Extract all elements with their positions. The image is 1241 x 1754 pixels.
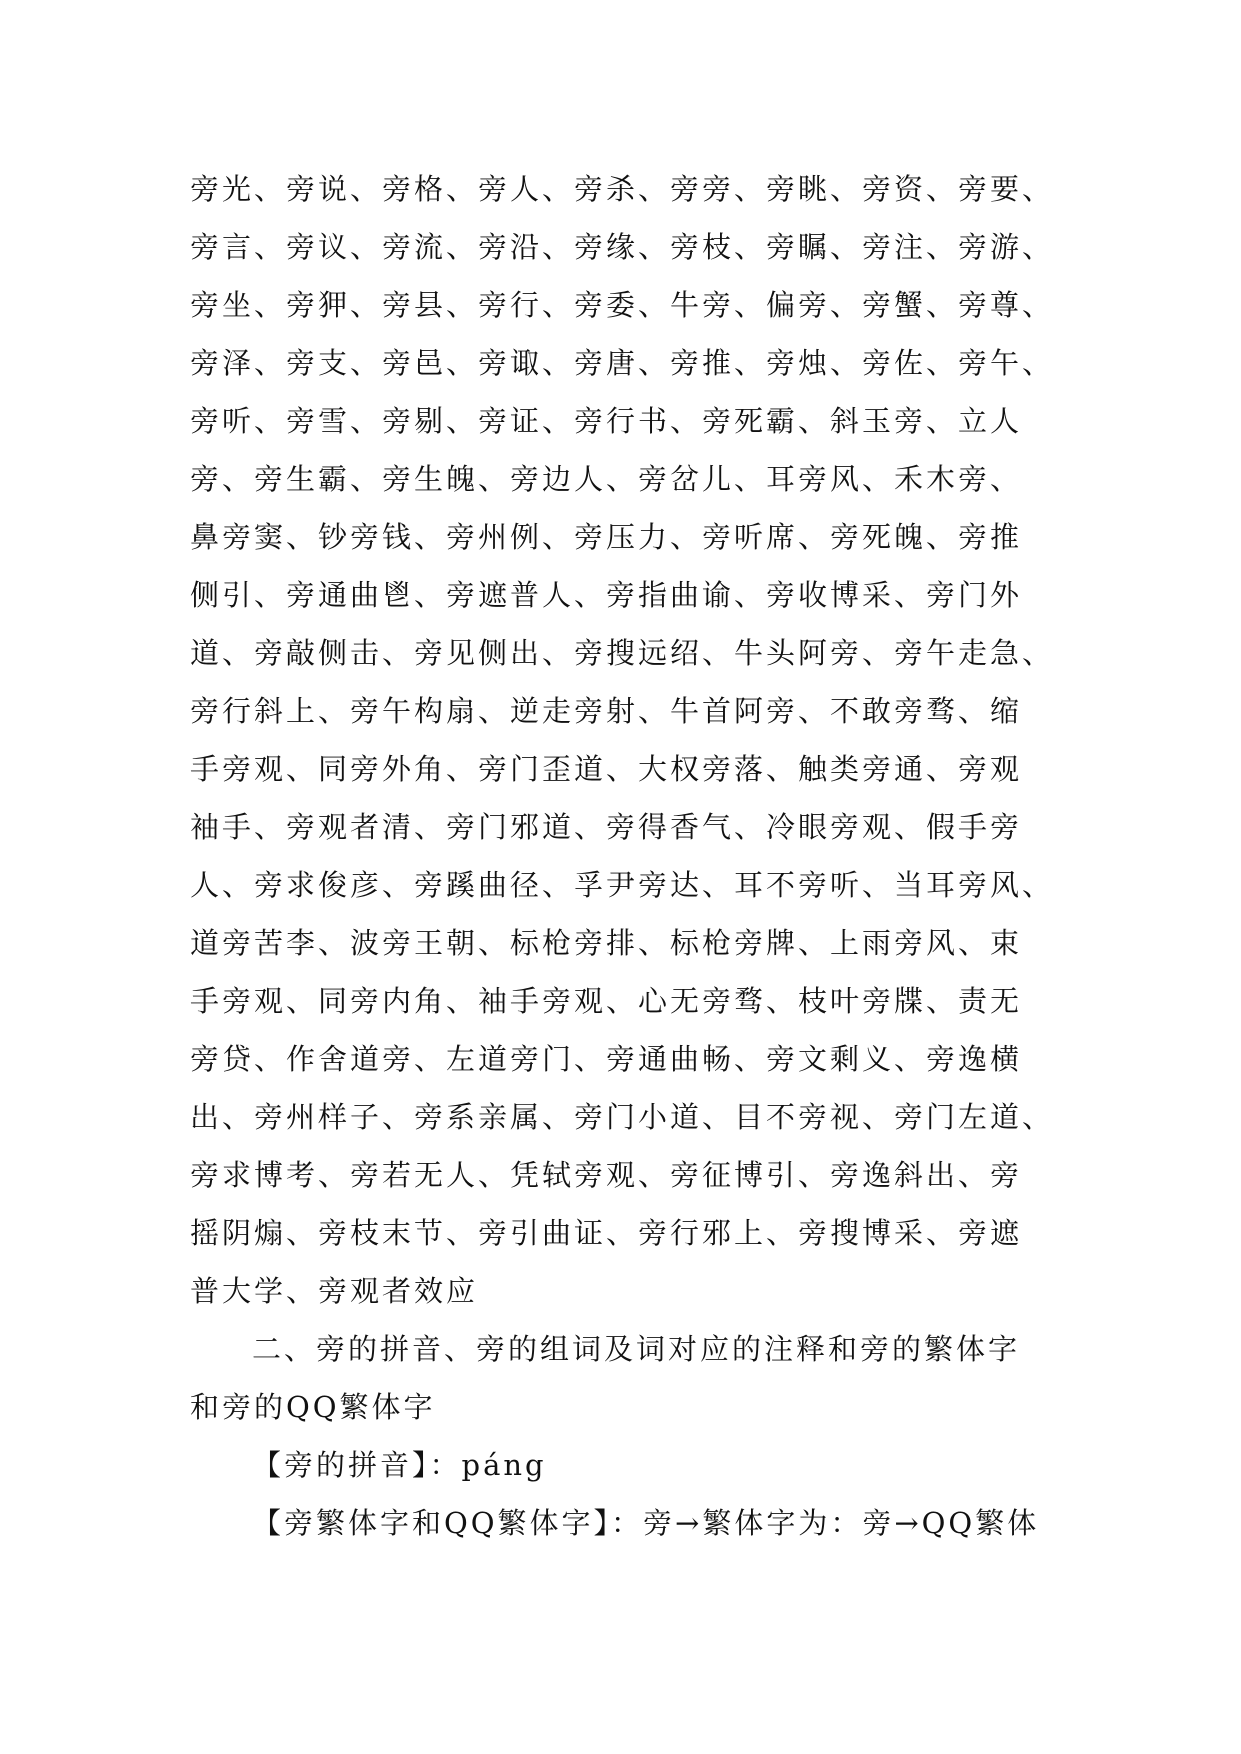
pinyin-line: 【旁的拼音】：páng (252, 1448, 547, 1482)
word-list-line: 鼻旁窦、钞旁钱、旁州例、旁压力、旁听席、旁死魄、旁推 (190, 520, 1023, 554)
document-body (190, 160, 1090, 1552)
word-list-line: 道、旁敲侧击、旁见侧出、旁搜远绍、牛头阿旁、旁午走急、 (190, 636, 1055, 670)
word-list-line: 出、旁州样子、旁系亲属、旁门小道、目不旁视、旁门左道、 (190, 1100, 1055, 1134)
word-list-line: 摇阴煽、旁枝末节、旁引曲证、旁行邪上、旁搜博采、旁遮 (190, 1216, 1023, 1250)
word-list-line: 道旁苦李、波旁王朝、标枪旁排、标枪旁牌、上雨旁风、束 (190, 926, 1023, 960)
traditional-character-line: 【旁繁体字和QQ繁体字】：旁→繁体字为：旁→QQ繁体 (252, 1506, 1040, 1540)
word-list-line: 手旁观、同旁外角、旁门歪道、大权旁落、触类旁通、旁观 (190, 752, 1023, 786)
word-list-line: 旁行斜上、旁午构扇、逆走旁射、牛首阿旁、不敢旁骛、缩 (190, 694, 1023, 728)
word-list-line: 袖手、旁观者清、旁门邪道、旁得香气、冷眼旁观、假手旁 (190, 810, 1023, 844)
word-list-line: 旁、旁生霸、旁生魄、旁边人、旁岔儿、耳旁风、禾木旁、 (190, 462, 1023, 496)
word-list-line: 旁坐、旁狎、旁县、旁行、旁委、牛旁、偏旁、旁蟹、旁尊、 (190, 288, 1055, 322)
word-list-line: 旁光、旁说、旁格、旁人、旁杀、旁旁、旁眺、旁资、旁要、 (190, 172, 1055, 206)
word-list-line: 旁听、旁雪、旁剔、旁证、旁行书、旁死霸、斜玉旁、立人 (190, 404, 1023, 438)
word-list-line: 手旁观、同旁内角、袖手旁观、心无旁骛、枝叶旁牒、责无 (190, 984, 1023, 1018)
word-list-line: 旁求博考、旁若无人、凭轼旁观、旁征博引、旁逸斜出、旁 (190, 1158, 1023, 1192)
word-list-line: 普大学、旁观者效应 (190, 1274, 479, 1308)
section-heading-continued: 和旁的QQ繁体字 (190, 1390, 436, 1424)
word-list-line: 旁言、旁议、旁流、旁沿、旁缘、旁枝、旁瞩、旁注、旁游、 (190, 230, 1055, 264)
word-list-line: 侧引、旁通曲鬯、旁遮普人、旁指曲谕、旁收博采、旁门外 (190, 578, 1023, 612)
section-heading: 二、旁的拼音、旁的组词及词对应的注释和旁的繁体字 (252, 1332, 1021, 1366)
word-list-line: 人、旁求俊彦、旁蹊曲径、孚尹旁达、耳不旁听、当耳旁风、 (190, 868, 1055, 902)
word-list-line: 旁泽、旁支、旁邑、旁诹、旁唐、旁推、旁烛、旁佐、旁午、 (190, 346, 1055, 380)
word-list-line: 旁贷、作舍道旁、左道旁门、旁通曲畅、旁文剩义、旁逸横 (190, 1042, 1023, 1076)
